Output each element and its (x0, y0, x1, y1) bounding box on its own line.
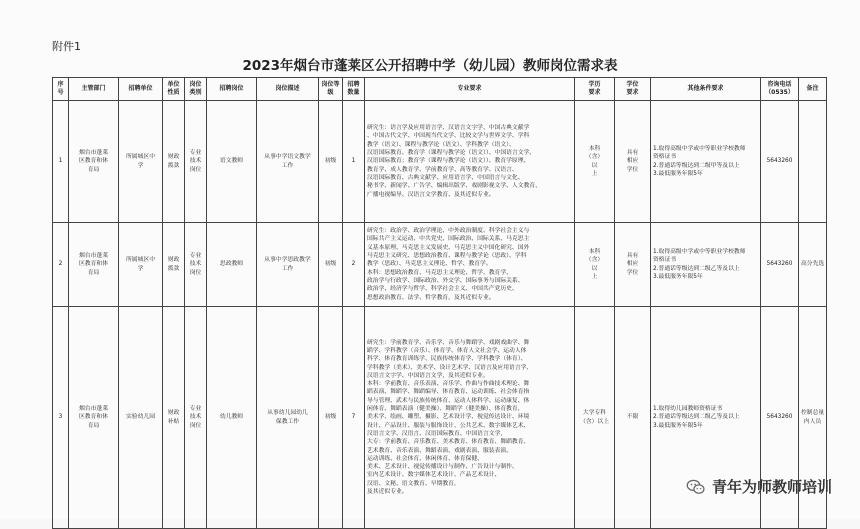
attachment-label: 附件1 (52, 40, 81, 53)
cell-desc: 从事中学语文教学 工作 (257, 101, 319, 223)
header-degree: 学位 要求 (615, 78, 651, 101)
cell-seq: 2 (53, 223, 69, 307)
cell-dept: 烟台市蓬莱 区教育和体 育局 (69, 307, 119, 529)
cell-category: 专业 技术 岗位 (185, 101, 207, 223)
cell-unit: 所属城区中 学 (119, 223, 163, 307)
cell-level: 初级 (319, 101, 343, 223)
cell-desc: 从事幼儿园幼儿 保教工作 (257, 307, 319, 529)
cell-dept: 烟台市蓬莱 区教育和体 育局 (69, 223, 119, 307)
cell-other: 1.取得高级中学或中等职业学校教师 资格证书 2.普通话等级达到二级甲等及以上 3.最低服务年限5年 (651, 101, 761, 223)
cell-count: 1 (343, 101, 365, 223)
cell-count: 2 (343, 223, 365, 307)
cell-unit: 所属城区中 学 (119, 101, 163, 223)
header-category: 岗位 类别 (185, 78, 207, 101)
header-level: 岗位等 级 (319, 78, 343, 101)
header-edu: 学历 要求 (575, 78, 615, 101)
cell-phone: 5643260 (761, 223, 799, 307)
cell-desc: 从事中学思政教学 工作 (257, 223, 319, 307)
cell-edu: 本科 （含） 以 上 (575, 223, 615, 307)
cell-phone: 5643260 (761, 307, 799, 529)
cell-degree: 具有 相应 学位 (615, 223, 651, 307)
cell-dept: 烟台市蓬莱 区教育和体 育局 (69, 101, 119, 223)
cell-other: 1.取得幼儿园教师资格证书 2.普通话等级达到二级乙等及以上 3.最低服务年限5年 (651, 307, 761, 529)
cell-major: 研究生：政治学、政治学理论、中外政治制度、科学社会主义与 国际共产主义运动、中共党史、国际政治、国际关系、马克思主 义基本原理、马克思主义发展史、马克思主义中国化研究、国外 马克思主义研究、思想政治教育、课程与教学论（思政）、学科 教学（思政）、马克思主义理论、哲学、教育学。 本科：思想政治教育、马克思主义理论、哲学、教育学、 政治学与行政学、国际政治、外交学、国际事务与国际关系、 政治学、经济学与哲学、科学社会主义、中国共产党历史、 思想政治教育、法学、哲学教育，及其近似专业。 (365, 223, 575, 307)
cell-edu: 大学专科 （含）以上 (575, 307, 615, 529)
header-phone: 咨询电话 （0535） (761, 78, 799, 101)
cell-major: 研究生：语言学及应用语言学、汉语言文字学、中国古典文献学 、中国古代文学、中国现当代文学、比较文学与世界文学、学科 教学（语文）、课程与教学论（语文）、学科教学（语文）、 汉语国际教育、教育学（课程与教学论（语文））、中国语言文学、 汉语国际教育；教育学（课程与教学论（语文））、教育学原理、 教育学、成人教育学、学前教育学、高等教育学、汉语言、 汉语国际教育、古典文献学、应用语言学、中国语言与文化、 秘书学、新闻学、广告学、编辑出版学、戏剧影视文学、人文教育、 广播电视编导、汉语言文学教育、及其近似专业。 (365, 101, 575, 223)
cell-nature: 财政 补贴 (163, 307, 185, 529)
table-row (53, 101, 827, 223)
cell-remark: 控制总量 内人员 (799, 307, 827, 529)
header-unit: 招聘单位 (119, 78, 163, 101)
watermark-text: 青年为师教师培训 (711, 478, 832, 496)
cell-position: 幼儿教师 (207, 307, 257, 529)
cell-category: 专业 技术 岗位 (185, 307, 207, 529)
header-nature: 单位 性质 (163, 78, 185, 101)
header-seq: 序 号 (53, 78, 69, 101)
watermark (686, 476, 832, 497)
header-count: 招聘 数量 (343, 78, 365, 101)
cell-other: 1.取得高级中学或中等职业学校教师 资格证书 2.普通话等级达到二级乙等及以上 3.最低服务年限5年 (651, 223, 761, 307)
cell-unit: 实验幼儿园 (119, 307, 163, 529)
cell-position: 思政教师 (207, 223, 257, 307)
cell-major: 研究生：学前教育学、音乐学、音乐与舞蹈学、戏剧戏曲学、舞 蹈学、学科教学（音乐）、体育学、体育人文社会学、运动人体 科学、体育教育训练学、民族传统体育学、学科教学（体育）、 学科教学（美术）、美术学、设计艺术学、汉语言及应用语言学、 汉语言文字学、中国语言文学，及其近似专业。 本科：学前教育、音乐表演、音乐学、作曲与作曲技术理论、舞 蹈表演、舞蹈学、舞蹈编导、体育教育、运动训练、社会体育指 导与管理、武术与民族传统体育、运动人体科学、运动康复、休 闲体育、舞蹈表演（健美操）、舞蹈学（健美操）、体育教育， 美术学、绘画、雕塑、摄影、艺术设计学、视觉传达设计、环境 设计、产品设计、服装与服饰设计、公共艺术、数字媒体艺术、 汉语言文学、汉语言、汉语国际教育、中国语言文学， 大专：学前教育、音乐教育、美术教育、体育教育、舞蹈教育、 艺术教育、音乐表演、舞蹈表演、戏剧表演、服装表演、 运动训练、社会体育、休闲体育、体育保健、 美术、艺术设计、视觉传播设计与制作、广告设计与制作、 室内艺术设计、数字媒体艺术设计、产品艺术设计、 汉语、文秘、语文教育、早期教育， 及其近似专业。 (365, 307, 575, 529)
cell-degree: 具有 相应 学位 (615, 101, 651, 223)
cell-edu: 本科 （含） 以 上 (575, 101, 615, 223)
header-remark: 备注 (799, 78, 827, 101)
cell-category: 专业 技术 岗位 (185, 223, 207, 307)
recruitment-table (52, 77, 827, 529)
header-other: 其他条件要求 (651, 78, 761, 101)
cell-remark (799, 101, 827, 223)
header-dept: 主管部门 (69, 78, 119, 101)
cell-nature: 财政 拨款 (163, 101, 185, 223)
table-row (53, 223, 827, 307)
header-position: 招聘岗位 (207, 78, 257, 101)
cell-seq: 1 (53, 101, 69, 223)
cell-seq: 3 (53, 307, 69, 529)
document-title: 2023年烟台市蓬莱区公开招聘中学（幼儿园）教师岗位需求表 (242, 58, 618, 74)
cell-phone: 5643260 (761, 101, 799, 223)
cell-level: 初级 (319, 223, 343, 307)
cell-position: 语文教师 (207, 101, 257, 223)
cell-count: 7 (343, 307, 365, 529)
cell-remark: 高分先选 (799, 223, 827, 307)
header-desc: 岗位描述 (257, 78, 319, 101)
wechat-icon (686, 477, 706, 497)
header-major: 专业要求 (365, 78, 575, 101)
cell-level: 初级 (319, 307, 343, 529)
header-row (53, 78, 827, 101)
cell-degree: 不限 (615, 307, 651, 529)
cell-nature: 财政 拨款 (163, 223, 185, 307)
